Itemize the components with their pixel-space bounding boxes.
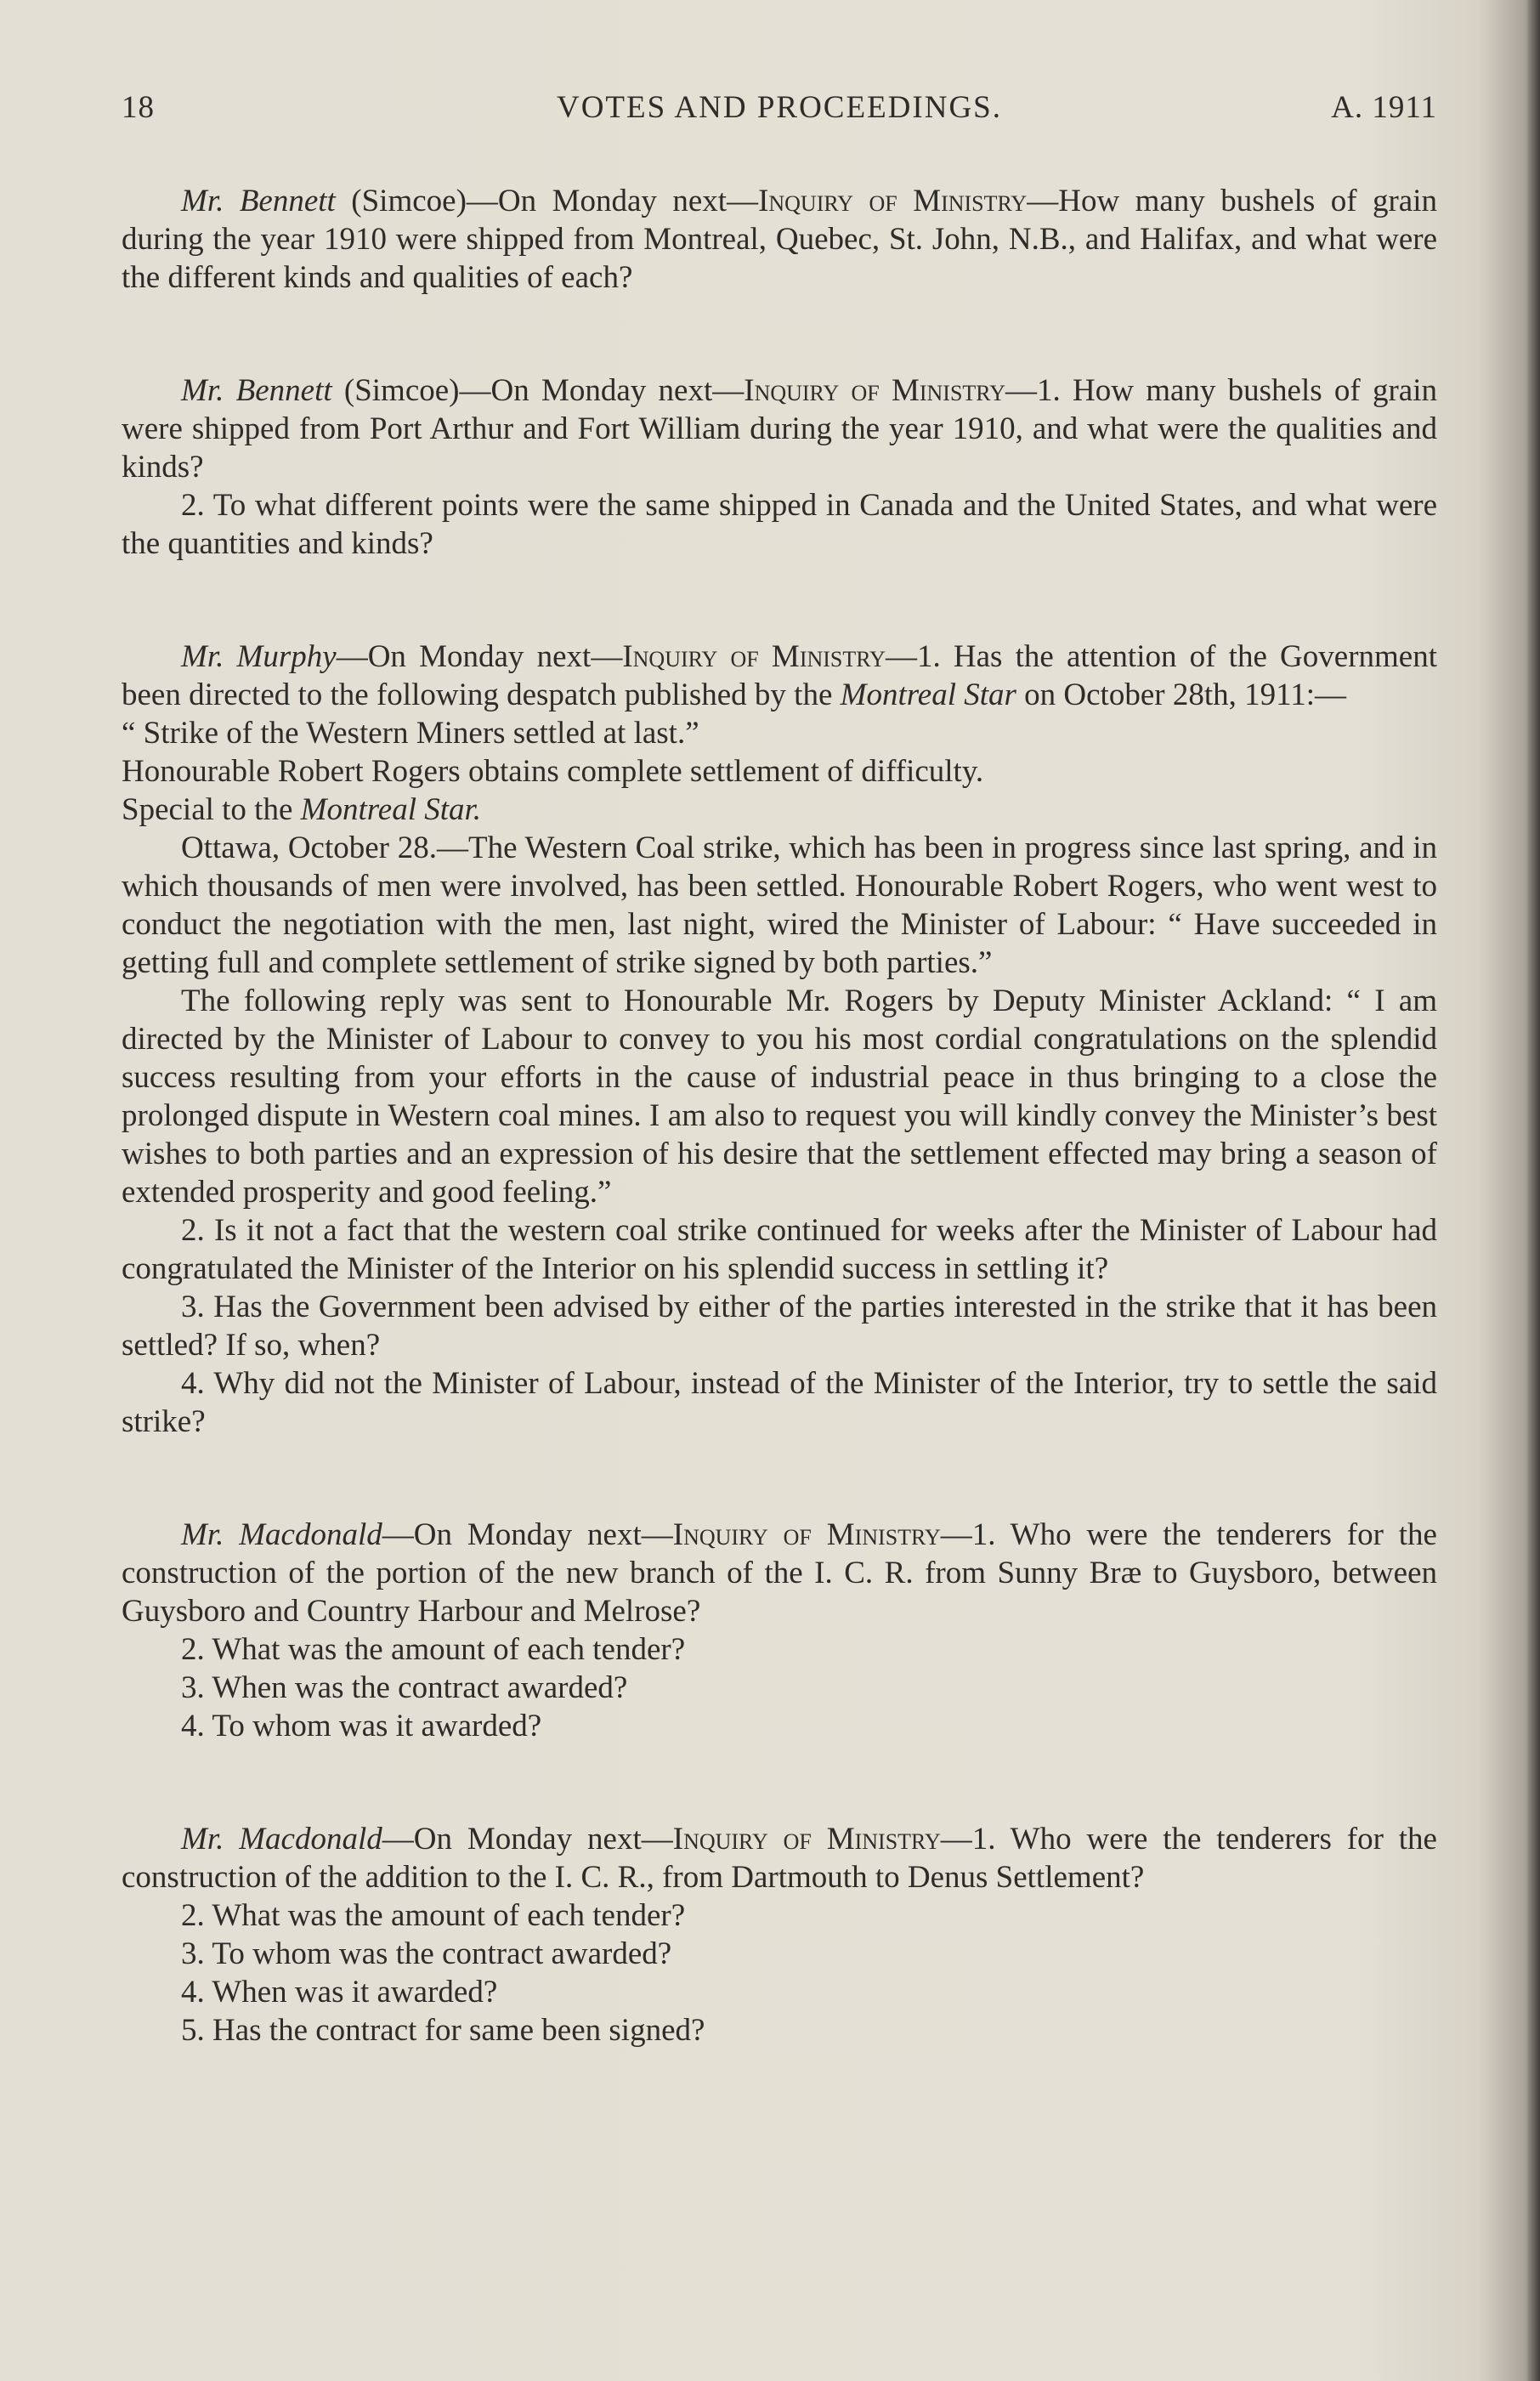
sub-question: 3. When was the contract awarded? (181, 1670, 628, 1705)
quote-dateline (122, 791, 1437, 829)
notice-text: —1. How many bushels of grain were shipped from Port Arthur and Fort William during the year 1910, and what were the qualities and kinds? (122, 373, 1437, 485)
notice-bennett-2 (122, 371, 1437, 563)
constituency: (Simcoe) (351, 184, 467, 218)
notice-lead: —On Monday next— (382, 1517, 673, 1552)
notice-lead: —On Monday next— (382, 1822, 673, 1857)
sub-question: 3. To whom was the contract awarded? (181, 1936, 672, 1971)
member-name: Mr. Macdonald (181, 1822, 382, 1857)
quote-special: Special to the (122, 792, 301, 827)
inquiry-label: Inquiry of Ministry (744, 373, 1005, 408)
running-header (122, 88, 1437, 139)
page-number: 18 (122, 90, 155, 125)
inquiry-label: Inquiry of Ministry (758, 184, 1028, 218)
sub-question: 3. Has the Government been advised by either of the parties interested in the strike that it has been settled? If so, when? (122, 1290, 1437, 1363)
member-name: Mr. Macdonald (181, 1517, 382, 1552)
notice-paragraph (122, 1820, 1437, 1896)
notice-text: —1. Has the attention of the Government been directed to the following despatch published by the (122, 639, 1437, 712)
notice-paragraph (122, 638, 1437, 714)
newspaper-name: Montreal Star (840, 677, 1016, 712)
sub-question: 4. Why did not the Minister of Labour, instead of the Minister of the Interior, try to settle the said strike? (122, 1366, 1437, 1439)
notice-bennett-1 (122, 182, 1437, 297)
member-name: Mr. Bennett (181, 373, 332, 408)
sub-question: 2. To what different points were the same shipped in Canada and the United States, and what were the quantities and kinds? (122, 488, 1437, 561)
sub-question: 4. To whom was it awarded? (181, 1709, 542, 1743)
notice-paragraph (122, 371, 1437, 486)
quote-paragraph: The following reply was sent to Honourable Mr. Rogers by Deputy Minister Ackland: “ I am directed by the Minister of Labour to convey to you his most cordial congratulations on the splendid success resulting from your efforts in the cause of industrial peace in thus bringing to a close the prolonged dispute in Western coal mines. I am also to request you will kindly convey the Minister’s best wishes to both parties and an expression of his desire that the settlement effected may bring a season of extended prosperity and good feeling.” (122, 984, 1437, 1210)
quote-paragraph: Ottawa, October 28.—The Western Coal strike, which has been in progress since last spring, and in which thousands of men were involved, has been settled. Honourable Robert Rogers, who went west to conduct the negotiation with the men, last night, wired the Minister of Labour: “ Have succeeded in getting full and complete settlement of strike signed by both parties.” (122, 831, 1437, 980)
notice-text: —1. Who were the tenderers for the construction of the addition to the I. C. R., from Dartmouth to Denus Settlement? (122, 1822, 1437, 1895)
newspaper-name: Montreal Star. (300, 792, 482, 827)
notice-lead: —On Monday next— (466, 184, 759, 218)
notice-murphy (122, 638, 1437, 1441)
notice-text: —How many bushels of grain during the year 1910 were shipped from Montreal, Quebec, St. John, N.B., and Halifax, and what were the different kinds and qualities of each? (122, 184, 1438, 295)
sub-question: 4. When was it awarded? (181, 1975, 498, 2010)
quote-subheadline: Honourable Robert Rogers obtains complete settlement of difficulty. (122, 754, 984, 789)
notice-paragraph (122, 1516, 1437, 1630)
page-edge (1528, 0, 1540, 2381)
notice-lead: —On Monday next— (459, 373, 745, 408)
page-title: VOTES AND PROCEEDINGS. (556, 90, 1002, 125)
document-body (122, 88, 1437, 2124)
member-name: Mr. Murphy (181, 639, 337, 674)
inquiry-label: Inquiry of Ministry (672, 1517, 941, 1552)
notice-text: —1. Who were the tenderers for the construction of the portion of the new branch of the I. C. R. from Sunny Bræ to Guysboro, between Guysboro and Country Harbour and Melrose? (122, 1517, 1437, 1629)
sub-question: 2. What was the amount of each tender? (181, 1632, 686, 1667)
notice-macdonald-1 (122, 1516, 1437, 1745)
inquiry-label: Inquiry of Ministry (672, 1822, 941, 1857)
notice-lead: —On Monday next— (336, 639, 623, 674)
session-label: A. 1911 (1331, 90, 1437, 125)
inquiry-label: Inquiry of Ministry (622, 639, 886, 674)
notice-macdonald-2 (122, 1820, 1437, 2049)
notice-paragraph (122, 182, 1437, 297)
notice-text-end: on October 28th, 1911:— (1016, 677, 1347, 712)
sub-question: 5. Has the contract for same been signed? (181, 2013, 705, 2048)
constituency: (Simcoe) (343, 373, 460, 408)
member-name: Mr. Bennett (181, 184, 336, 218)
quote-headline: “ Strike of the Western Miners settled at last.” (122, 716, 699, 751)
sub-question: 2. What was the amount of each tender? (181, 1898, 686, 1933)
sub-question: 2. Is it not a fact that the western coal strike continued for weeks after the Minister of Labour had congratulated the Minister of the Interior on his splendid success in settling it? (122, 1213, 1437, 1286)
